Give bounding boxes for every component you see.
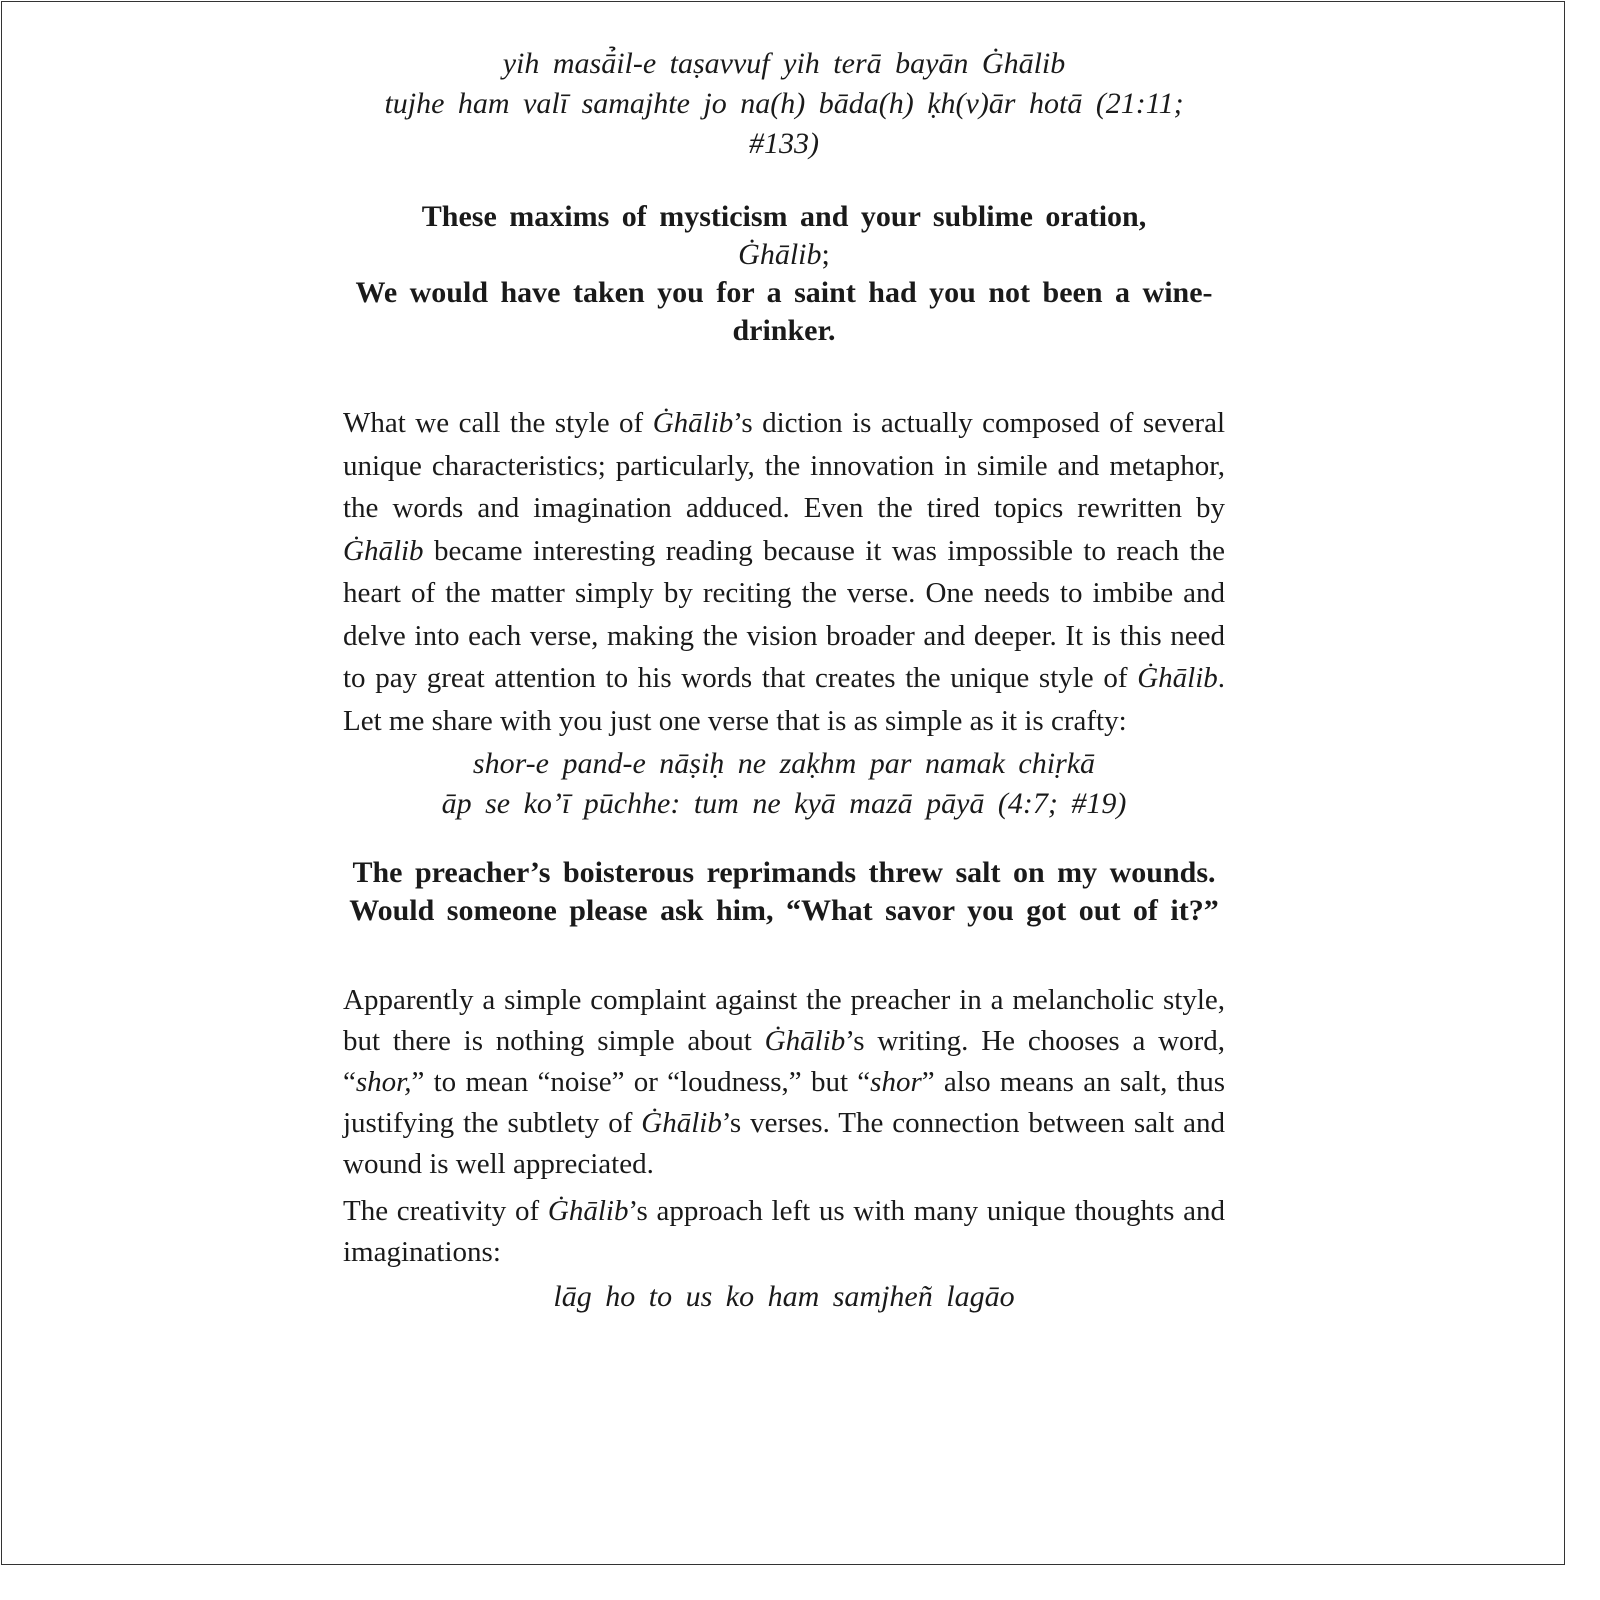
paragraph-1 [343, 402, 1225, 742]
text-span: What we call the style of [343, 407, 653, 439]
translation-1 [343, 198, 1225, 350]
verse-1-line-1: yih masā̉il-e taṣavvuf yih terā bayān Ġhālib [502, 47, 1066, 80]
page-content [343, 44, 1225, 1317]
verse-3-line-1: lāg ho to us ko ham samjheñ lagāo [553, 1280, 1015, 1313]
shor-word: shor, [355, 1066, 412, 1098]
text-span: became interesting reading because it was impossible to reach the heart of the matter simply by reciting the verse. One needs to imbibe and delve into each verse, making the vision broader and deeper. It is this need to pay great attention to his words that creates the unique style of [343, 534, 1225, 694]
ghalib-name: Ġhālib [547, 1195, 629, 1227]
verse-1 [343, 44, 1225, 164]
verse-2-line-2: āp se ko’ī pūchhe: tum ne kyā mazā pāyā (4:7; #19) [441, 787, 1127, 820]
text-span: ’s writing. He chooses a word, “ [343, 1025, 1226, 1098]
text-span: ’s diction is actually composed of several unique characteristics; particularly, the innovation in simile and metaphor, the words and imagination adduced. Even the tired topics rewritten by [343, 407, 1225, 524]
ghalib-name: Ġhālib [1137, 662, 1218, 694]
ghalib-name: Ġhālib [641, 1107, 722, 1139]
translation-1-line-1: These maxims of mysticism and your sublime oration, [421, 200, 1147, 233]
text-span: ” to mean “noise” or “loudness,” but “ [411, 1066, 871, 1098]
shor-word: shor [870, 1066, 922, 1098]
translation-1-name-line [343, 236, 1225, 274]
translation-2-line-1: The preacher’s boisterous reprimands threw salt on my wounds. [352, 856, 1216, 889]
verse-3 [343, 1277, 1225, 1317]
text-span: ’s verses. The connection between salt and wound is well appreciated. [343, 1107, 1225, 1180]
name-suffix: ; [821, 238, 830, 271]
verse-2-line-1: shor-e pand-e nāṣiḥ ne zaḳhm par namak chiṛkā [472, 747, 1096, 780]
text-span: ’s approach left us with many unique thoughts and imaginations: [343, 1195, 1225, 1268]
translation-1-line-2: We would have taken you for a saint had you not been a wine-drinker. [355, 276, 1213, 347]
ghalib-name: Ġhālib [738, 238, 822, 271]
ghalib-name: Ġhālib [343, 534, 424, 567]
paragraph-3 [343, 1191, 1225, 1273]
verse-2 [343, 744, 1225, 824]
paragraph-2 [343, 980, 1225, 1185]
verse-1-line-2: tujhe ham valī samajhte jo na(h) bāda(h) ḳh(v)ār hotā (21:11; #133) [384, 87, 1184, 160]
ghalib-name: Ġhālib [652, 407, 734, 439]
text-span: The creativity of [343, 1195, 548, 1227]
text-span: ” also means an salt, thus justifying the subtlety of [343, 1066, 1225, 1139]
translation-2-line-2: Would someone please ask him, “What savor you got out of it?” [349, 894, 1219, 927]
translation-2 [343, 854, 1225, 930]
text-span: . Let me share with you just one verse that is as simple as it is crafty: [343, 662, 1225, 737]
text-span: Apparently a simple complaint against the preacher in a melancholic style, but there is nothing simple about [343, 984, 1225, 1057]
ghalib-name: Ġhālib [764, 1025, 846, 1057]
